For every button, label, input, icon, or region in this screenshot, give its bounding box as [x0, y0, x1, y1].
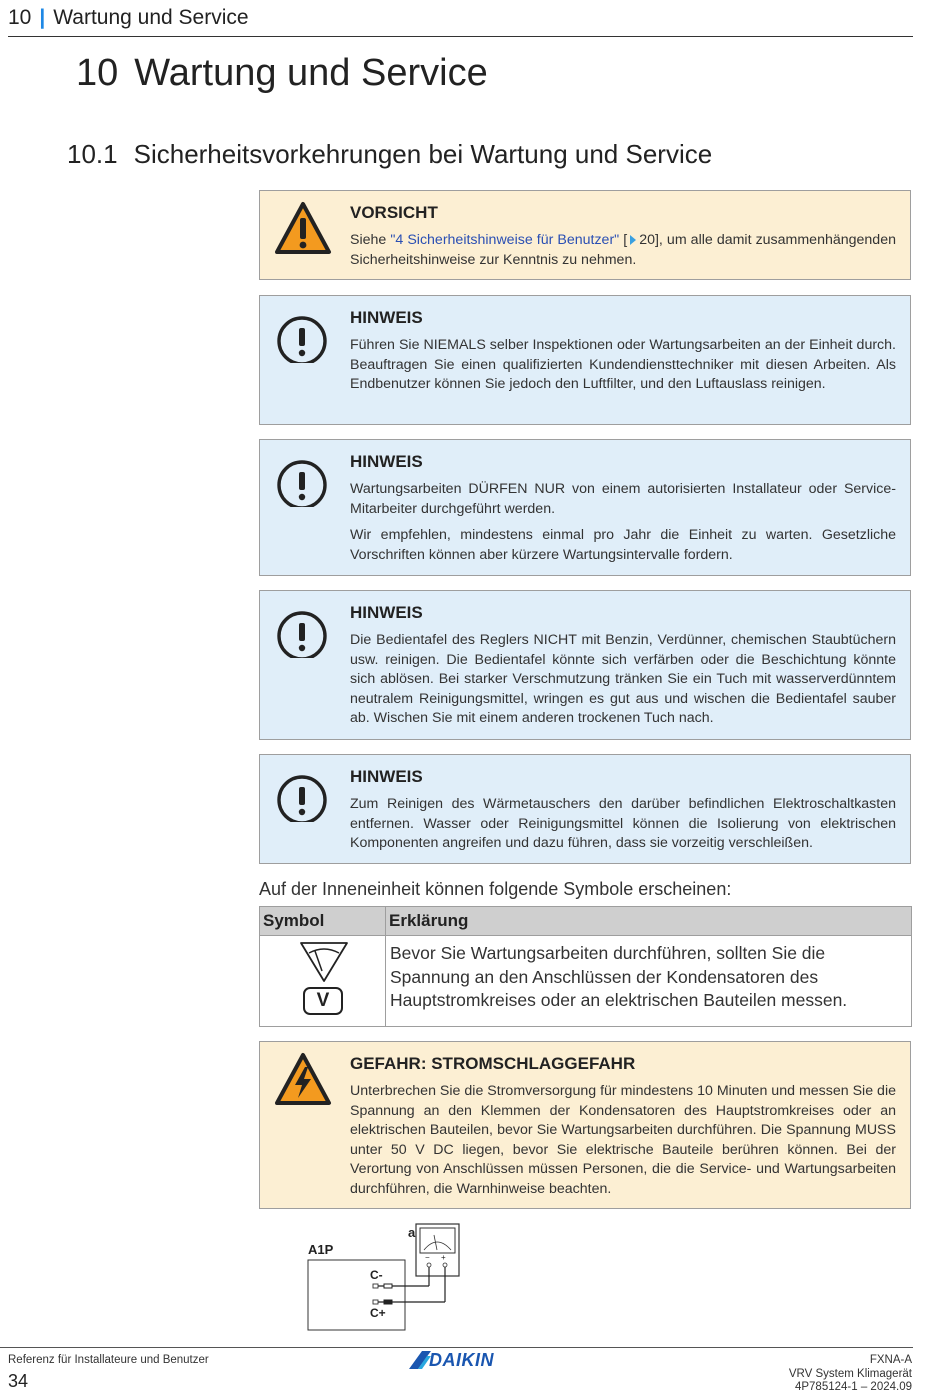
- meter-minus-label: −: [425, 1253, 430, 1262]
- table-header-explanation: Erklärung: [386, 907, 912, 936]
- note-box: [259, 590, 911, 740]
- note-title: HINWEIS: [350, 767, 423, 786]
- note-title: HINWEIS: [350, 452, 423, 471]
- caution-text-pre: Siehe: [350, 232, 391, 248]
- footer-product: VRV System Klimagerät: [788, 1367, 912, 1380]
- page-ref-arrow-icon: [630, 235, 636, 245]
- chapter-number: 10: [76, 52, 119, 94]
- notice-exclamation-icon: [274, 305, 332, 363]
- notice-exclamation-icon: [274, 600, 332, 658]
- warning-triangle-icon: [274, 200, 332, 258]
- note-text: [350, 795, 896, 861]
- note-paragraph: Wartungsarbeiten DÜRFEN NUR von einem autorisierten Installateur oder Service-Mitarbeiter durchgeführt werden.: [350, 481, 896, 517]
- table-header-symbol: Symbol: [260, 907, 386, 936]
- meter-plus-label: +: [441, 1253, 446, 1262]
- note-box: [259, 439, 911, 576]
- notice-exclamation-icon: [274, 449, 332, 507]
- table-cell-explanation: Bevor Sie Wartungsarbeiten durchführen, sollten Sie die Spannung an den Anschlüssen der Kondensatoren des Hauptstromkreises oder an elektrischen Bauteilen messen.: [386, 936, 912, 1027]
- table-header-row: [260, 907, 912, 936]
- running-header: [8, 6, 913, 37]
- terminal-plus-label: C+: [370, 1306, 386, 1320]
- footer-doc-number: 4P785124-1 – 2024.09: [794, 1381, 912, 1393]
- section-number: 10.1: [67, 139, 118, 169]
- voltage-v-badge: V: [303, 987, 343, 1015]
- note-box: [259, 295, 911, 425]
- daikin-logo-text: DAIKIN: [429, 1350, 494, 1370]
- note-box: [259, 754, 911, 864]
- note-text: [350, 336, 896, 402]
- footer-product-info: [789, 1354, 912, 1395]
- note-paragraph: Zum Reinigen des Wärmetauschers den darüber befindlichen Elektroschaltkasten entfernen. Wasser oder Reinigungsmittel können die Isolierung von elektrischen Komponenten angreifen und dazu führen, dass sie vorzeitig verschleißen.: [350, 796, 896, 852]
- symbol-table: [259, 906, 912, 1027]
- table-row: [260, 936, 912, 1027]
- symbols-intro: Auf der Inneneinheit können folgende Symbole erscheinen:: [259, 879, 732, 899]
- meter-label: a: [408, 1225, 416, 1240]
- diagram-drawing: [300, 1220, 475, 1335]
- daikin-logo: [409, 1350, 519, 1377]
- page-number: 34: [8, 1371, 29, 1391]
- footer-doc-title: Referenz für Installateure und Benutzer: [8, 1354, 209, 1366]
- running-header-number: 10: [8, 6, 32, 29]
- section-title: [67, 139, 712, 170]
- danger-text: Unterbrechen Sie die Stromversorgung für mindestens 10 Minuten und messen Sie die Spannung an den Klemmen der Kondensatoren des Hauptstromkreises oder an elektrischen Bauteilen, bevor Sie Wartungsarbeiten durchführen. Die Spannung MUSS unter 50 V DC liegen, bevor Sie elektrische Bauteile berühren können. Bei der Verortung von Anschlüssen müssen Personen, die die Service- und Wartungsarbeiten durchführen, die Warnhinweise beachten.: [350, 1083, 896, 1197]
- running-header-title: Wartung und Service: [53, 6, 249, 29]
- danger-box: [259, 1041, 911, 1209]
- caution-ref-open: [: [619, 232, 628, 248]
- danger-title: GEFAHR: STROMSCHLAGGEFAHR: [350, 1054, 636, 1073]
- chapter-title: [76, 52, 488, 95]
- caution-link[interactable]: "4 Sicherheitshinweise für Benutzer": [390, 232, 620, 248]
- note-title: HINWEIS: [350, 603, 423, 622]
- note-text: [350, 480, 896, 572]
- section-title-text: Sicherheitsvorkehrungen bei Wartung und Service: [133, 139, 713, 169]
- running-header-separator: |: [39, 6, 46, 29]
- voltmeter-triangle-icon: [299, 941, 349, 983]
- terminal-minus-label: C-: [370, 1268, 383, 1282]
- note-text: [350, 631, 896, 736]
- chapter-title-text: Wartung und Service: [134, 52, 488, 94]
- footer-rule: [0, 1347, 913, 1348]
- measurement-diagram: [300, 1220, 475, 1335]
- note-paragraph: Führen Sie NIEMALS selber Inspektionen oder Wartungsarbeiten an der Einheit durch. Beauftragen Sie einen qualifizierten Kundendiensttechniker mit diesen Arbeiten. Als Endbenutzer können Sie jedoch den Luftfilter, und den Luftauslass reinigen.: [350, 337, 896, 393]
- footer-model: FXNA-A: [869, 1354, 912, 1366]
- note-paragraph: Wir empfehlen, mindestens einmal pro Jahr die Einheit zu warten. Gesetzliche Vorschriften können aber kürzere Wartungsintervalle fordern.: [350, 527, 896, 563]
- table-cell-symbol: [260, 936, 386, 1027]
- note-title: HINWEIS: [350, 308, 423, 327]
- measure-voltage-symbol: [261, 937, 380, 1025]
- caution-title: VORSICHT: [350, 203, 438, 222]
- board-label: A1P: [308, 1242, 334, 1257]
- note-paragraph: Die Bedientafel des Reglers NICHT mit Benzin, Verdünner, chemischen Staubtüchern usw. reinigen. Die Bedientafel könnte sich verfärben oder die Beschichtung könnte sich ablösen. Bei starker Verschmutzung tränken Sie ein Tuch mit wasserverdünntem neutralem Reinigungsmittel, wringen es gut aus und wischen die Bedientafel sauber ab. Wischen Sie mit einem anderen trockenen Tuch nach.: [350, 632, 896, 727]
- notice-exclamation-icon: [274, 764, 332, 822]
- caution-box: [259, 190, 911, 280]
- electric-shock-warning-icon: [274, 1051, 332, 1109]
- caution-text-post: ], um alle damit zusammenhängenden Sicherheitshinweise zur Kenntnis zu nehmen.: [350, 232, 896, 268]
- caution-text: [350, 231, 896, 270]
- caution-page-ref[interactable]: 20: [639, 232, 655, 248]
